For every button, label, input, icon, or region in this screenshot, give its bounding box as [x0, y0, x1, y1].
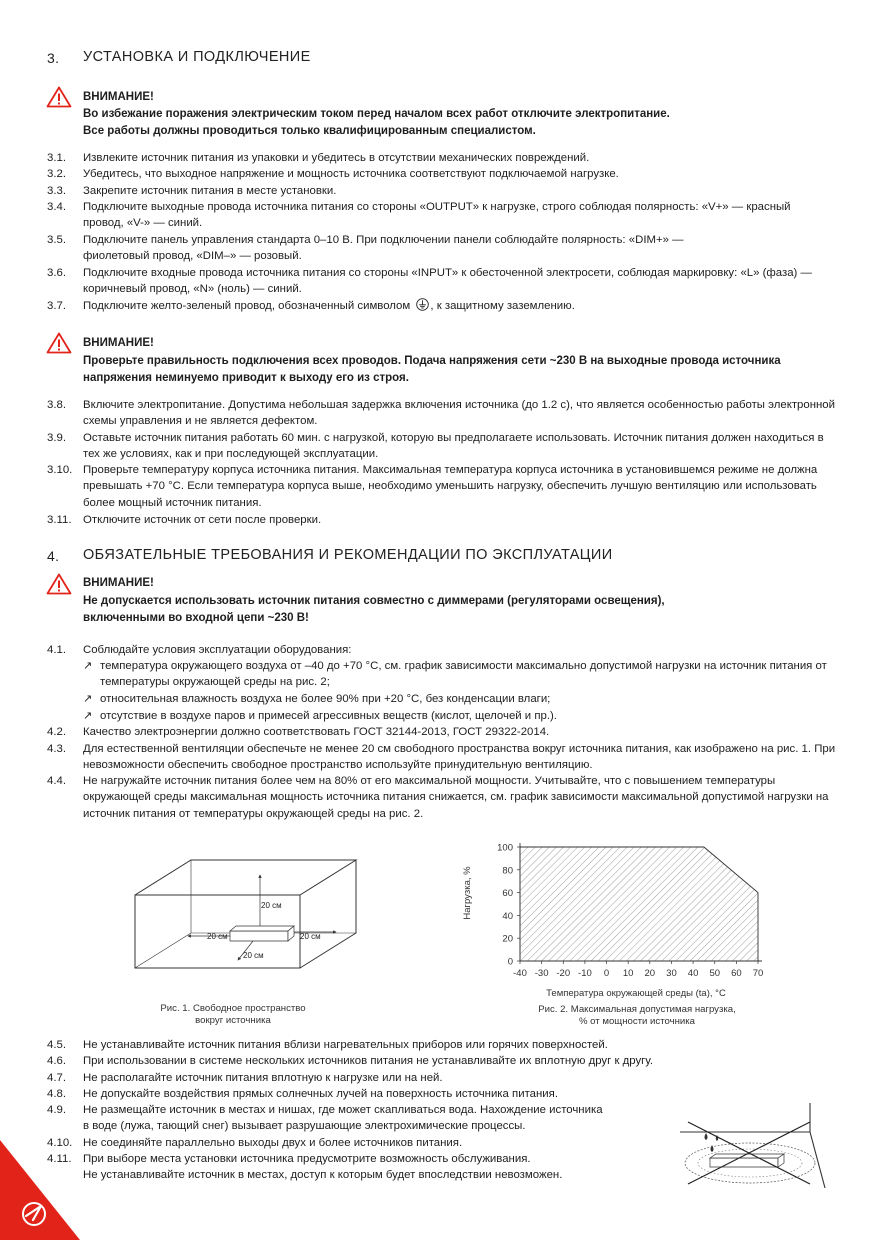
item-number: 3.2. — [47, 168, 66, 180]
dim-label-top: 20 см — [261, 901, 282, 910]
item-text: Качество электроэнергии должно соответствовать ГОСТ 32144-2013, ГОСТ 29322-2014. — [83, 726, 550, 738]
item-text: Убедитесь, что выходное напряжение и мощность источника соответствуют подключаемой нагрузке. — [83, 168, 619, 180]
free-space-diagram — [128, 855, 368, 980]
chart-y-tick-label: 0 — [507, 956, 513, 968]
warning-line: напряжения неминуемо приводит к выходу его из строя. — [83, 371, 409, 384]
power-supply-unit — [230, 926, 294, 941]
item-number: 4.9. — [47, 1104, 66, 1116]
figure-1-caption — [133, 1003, 333, 1027]
caption-line: Рис. 1. Свободное пространство — [160, 1003, 306, 1014]
item-text: Не располагайте источник питания вплотную к нагрузке или на ней. — [83, 1072, 443, 1084]
arrow-bullet-icon: ↗ — [83, 660, 93, 672]
item-text-line: Не размещайте источник в местах и нишах, где может скапливаться вода. Нахождение источника — [83, 1104, 603, 1116]
item-text: Соблюдайте условия эксплуатации оборудования: — [83, 644, 352, 656]
warning-title: ВНИМАНИЕ! — [83, 337, 154, 349]
section-4-title: ОБЯЗАТЕЛЬНЫЕ ТРЕБОВАНИЯ И РЕКОМЕНДАЦИИ ПО ЭКСПЛУАТАЦИИ — [83, 547, 613, 563]
warning-title: ВНИМАНИЕ! — [83, 577, 154, 589]
chart-x-tick-label: -20 — [556, 968, 571, 979]
item-text: Подключите входные провода источника питания со стороны «INPUT» к обесточенной электросети, соблюдая маркировку: «L» (фаза) — коричневый провод, «N» (ноль) — синий. — [83, 267, 812, 296]
bullet-text: относительная влажность воздуха не более 90% при +20 °C, без конденсации влаги; — [100, 693, 551, 705]
item-number: 3.6. — [47, 267, 66, 279]
section-4-number: 4. — [47, 548, 60, 564]
chart-x-tick-label: 30 — [666, 968, 677, 979]
warning-text — [83, 593, 813, 626]
item-number: 4.5. — [47, 1039, 66, 1051]
item-number: 4.3. — [47, 743, 66, 755]
item-text-line: При выборе места установки источника предусмотрите возможность обслуживания. — [83, 1153, 531, 1165]
chart-x-tick-label: 60 — [731, 968, 742, 979]
chart-y-tick-label: 40 — [502, 910, 513, 922]
section-3-title: УСТАНОВКА И ПОДКЛЮЧЕНИЕ — [83, 49, 311, 65]
warning-text — [83, 353, 813, 386]
ground-symbol-icon — [416, 298, 429, 311]
chart-x-tick-label: 20 — [644, 968, 656, 979]
chart-x-tick-label: 70 — [752, 968, 764, 979]
item-number: 3.10. — [47, 464, 73, 476]
item-number: 3.11. — [47, 514, 72, 526]
item-number: 4.6. — [47, 1055, 66, 1067]
chart-y-axis-label: Нагрузка, % — [462, 866, 473, 920]
warning-icon — [46, 332, 72, 354]
item-text: Закрепите источник питания в месте установки. — [83, 185, 337, 197]
item-number: 4.2. — [47, 726, 66, 738]
chart-x-tick-label: 10 — [622, 968, 634, 979]
caption-line: % от мощности источника — [578, 1016, 696, 1027]
item-text-part: , к защитному заземлению. — [430, 300, 575, 312]
item-number: 4.7. — [47, 1072, 66, 1084]
item-number: 3.5. — [47, 234, 66, 246]
warning-line: включенными во входной цепи ~230 В! — [83, 611, 309, 624]
dim-label-left: 20 см — [207, 932, 228, 941]
item-text: Не соединяйте параллельно выходы двух и более источников питания. — [83, 1137, 463, 1149]
item-number: 4.1. — [47, 644, 66, 656]
section-3-number: 3. — [47, 50, 60, 66]
chart-x-tick-label: -40 — [513, 968, 527, 979]
item-text: Включите электропитание. Допустима небольшая задержка включения источника (до 1.2 с), что является особенностью работы электронной схемы управления и не является дефектом. — [83, 399, 835, 428]
dim-label-right: 20 см — [300, 932, 321, 941]
arrow-bullet-icon: ↗ — [83, 693, 93, 705]
warning-line: Не допускается использовать источник питания совместно с диммерами (регуляторами освещения), — [83, 595, 665, 607]
brand-corner-triangle — [0, 1140, 80, 1240]
chart-area-series — [520, 847, 758, 961]
warning-line: Проверьте правильность подключения всех проводов. Подача напряжения сети ~230 В на выходные провода источника — [83, 355, 781, 367]
item-text-line: в воде (лужа, тающий снег) вызывает разрушающие электрохимические процессы. — [83, 1120, 526, 1133]
item-number: 4.4. — [47, 775, 66, 787]
chart-y-tick-label: 100 — [497, 842, 513, 854]
item-text: Для естественной вентиляции обеспечьте не менее 20 см свободного пространства вокруг источника питания, как изображено на рис. 1. При невозможности обеспечить свободное пространство используйте принудительную вентиляцию. — [83, 743, 836, 772]
chart-x-ticks — [513, 961, 763, 979]
dim-label-bottom: 20 см — [243, 951, 264, 960]
item-text: Оставьте источник питания работать 60 мин. с нагрузкой, которую вы предполагаете использовать. Источник питания должен находиться в тех же условиях, как и при последующей эксплуатации. — [83, 432, 824, 461]
warning-icon — [46, 86, 72, 108]
item-number: 3.7. — [47, 300, 66, 312]
warning-text — [83, 106, 813, 139]
no-water-placement-illustration — [670, 1100, 840, 1192]
item-text: Подключите выходные провода источника питания со стороны «OUTPUT» к нагрузке, строго соблюдая полярность: «V+» — красный провод, «V-» — синий. — [83, 201, 791, 230]
chart-y-ticks — [497, 843, 520, 968]
chart-x-axis-label: Температура окружающей среды (ta), °C — [546, 988, 726, 999]
warning-line: Все работы должны проводиться только квалифицированным специалистом. — [83, 124, 536, 137]
item-number: 3.4. — [47, 201, 66, 213]
item-number: 3.1. — [47, 152, 66, 164]
load-derating-chart — [455, 835, 775, 1005]
item-text: Извлеките источник питания из упаковки и убедитесь в отсутствии механических повреждений. — [83, 152, 590, 164]
item-text: Подключите панель управления стандарта 0–10 В. При подключении панели соблюдайте полярность: «DIM+» — фиолетовый провод, «DIM–» — розовый. — [83, 234, 684, 263]
figure-2-caption — [512, 1004, 762, 1028]
caption-line: Рис. 2. Максимальная допустимая нагрузка, — [538, 1004, 736, 1015]
chart-x-tick-label: 50 — [709, 968, 721, 979]
item-text-part: Подключите желто-зеленый провод, обозначенный символом — [83, 300, 411, 312]
warning-line: Во избежание поражения электрическим током перед началом всех работ отключите электропитание. — [83, 108, 670, 120]
item-number: 3.8. — [47, 399, 66, 411]
item-text: Не устанавливайте источник питания вблизи нагревательных приборов или горячих поверхностей. — [83, 1039, 608, 1051]
chart-x-tick-label: -30 — [534, 968, 549, 979]
item-number: 3.9. — [47, 432, 66, 444]
warning-icon — [46, 573, 72, 595]
item-text: Не нагружайте источник питания более чем на 80% от его максимальной мощности. Учитывайте, что с повышением температуры окружающей среды максимальная мощность источника питания снижается, см. график зависимости максимальной допустимой нагрузки на источник питания от температуры окружающей среды на рис. 2. — [83, 775, 829, 820]
item-text — [83, 298, 843, 314]
item-text: Проверьте температуру корпуса источника питания. Максимальная температура корпуса источника в установившемся режиме не должна превышать +70 °C. Если температура корпуса выше, необходимо уменьшить нагрузку, обеспечить лучшую вентиляцию или использовать более мощный источник питания. — [83, 464, 818, 509]
chart-y-tick-label: 60 — [502, 888, 513, 900]
item-number: 4.11. — [47, 1153, 72, 1165]
chart-x-tick-label: 40 — [687, 968, 699, 979]
water-drop-icon — [711, 1145, 714, 1152]
item-number: 4.10. — [47, 1137, 73, 1149]
chart-series — [520, 847, 758, 961]
item-text: Отключите источник от сети после проверки. — [83, 514, 322, 526]
bullet-text: отсутствие в воздухе паров и примесей агрессивных веществ (кислот, щелочей и пр.). — [100, 710, 557, 722]
arrow-bullet-icon: ↗ — [83, 710, 93, 722]
chart-x-tick-label: 0 — [603, 968, 610, 979]
bullet-text: температура окружающего воздуха от –40 до +70 °C, см. график зависимости максимально допустимой нагрузки на источник питания от температуры окружающей среды на рис. 2; — [100, 660, 827, 689]
chart-y-tick-label: 80 — [502, 865, 513, 877]
item-text: При использовании в системе нескольких источников питания не устанавливайте их вплотную друг к другу. — [83, 1055, 654, 1067]
item-number: 4.8. — [47, 1088, 66, 1100]
brand-corner — [0, 1140, 80, 1240]
item-number: 3.3. — [47, 185, 66, 197]
chart-y-tick-label: 20 — [502, 933, 513, 945]
item-text-line: Не устанавливайте источник в местах, доступ к которым будет впоследствии невозможен. — [83, 1169, 563, 1182]
caption-line: вокруг источника — [195, 1015, 271, 1026]
item-text: Не допускайте воздействия прямых солнечных лучей на поверхность источника питания. — [83, 1088, 558, 1100]
warning-title: ВНИМАНИЕ! — [83, 91, 154, 103]
chart-x-tick-label: -10 — [578, 968, 592, 979]
water-drop-icon — [705, 1133, 708, 1140]
